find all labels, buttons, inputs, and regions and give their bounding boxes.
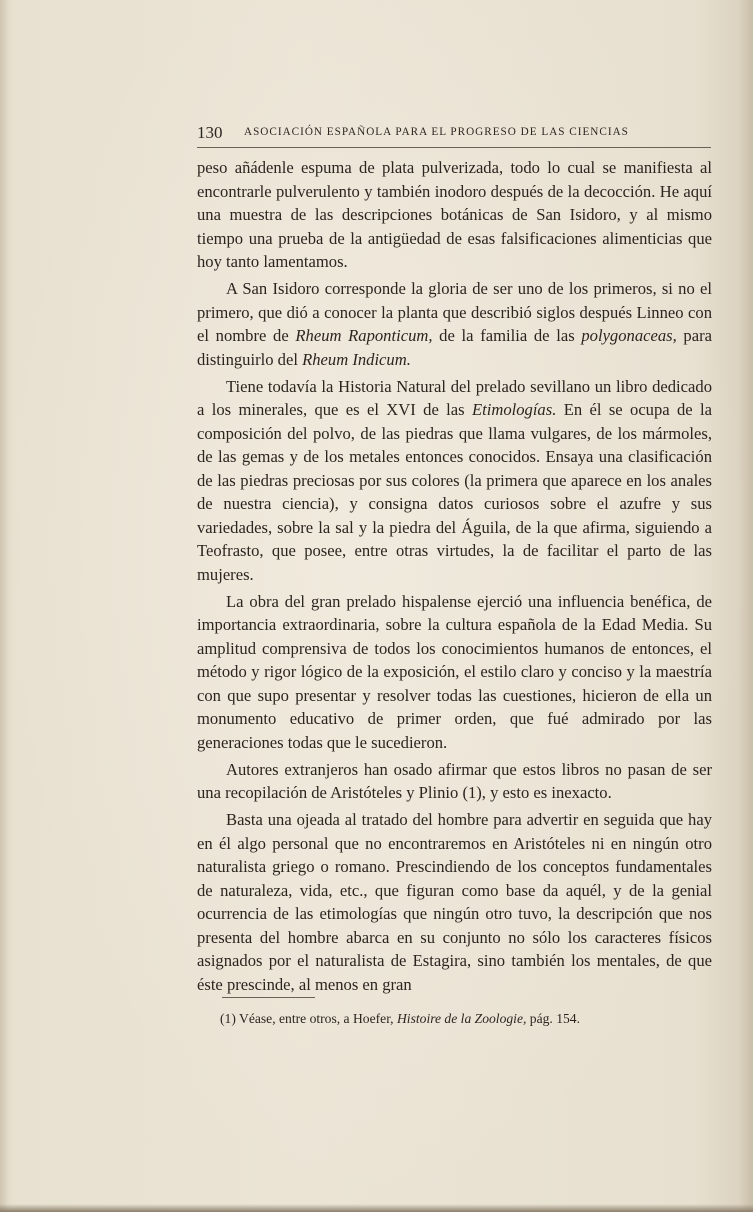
running-head: ASOCIACIÓN ESPAÑOLA PARA EL PROGRESO DE LAS CIENCIAS <box>244 126 629 138</box>
paragraph-3-text-1: Tiene todavía la Historia Natural del prelado sevillano un libro dedicado a los minerales, que es el XVI de las <box>197 376 712 419</box>
body-text <box>197 156 712 996</box>
paragraph-2-text-2: de la familia de las <box>432 326 582 345</box>
footnote-italic-title: Histoire de la Zoologie, <box>396 1011 527 1026</box>
footnote-rule <box>222 997 315 998</box>
paragraph-1-text: peso añádenle espuma de plata pulverizada, todo lo cual se manifiesta al encontrarle pulverulento y también inodoro después de la decocción. He aquí una muestra de las descripciones botánicas de San Isidoro, y al mismo tiempo una prueba de la antigüedad de esas falsificaciones alimenticias que hoy tanto lamentamos. <box>197 158 712 271</box>
paragraph-1 <box>197 156 712 274</box>
paragraph-4-text: La obra del gran prelado hispalense ejerció una influencia benéfica, de importancia extraordinaria, sobre la cultura española de la Edad Media. Su amplitud comprensiva de todos los conocimientos humanos de entonces, el método y rigor lógico de la exposición, el estilo claro y conciso y la maestría con que supo presentar y resolver todas las cuestiones, hicieron de ella un monumento educativo de primer orden, que fué admirado por las generaciones todas que le sucedieron. <box>197 591 712 752</box>
footnote-text-1: (1) Véase, entre otros, a Hoefer, <box>220 1011 397 1026</box>
paragraph-2-italic-1: Rheum Raponticum, <box>295 326 433 345</box>
paragraph-3-text-2: En él se ocupa de la composición del polvo, de las piedras que llama vulgares, de los mármoles, de las gemas y de los metales entonces conocidos. Ensaya una clasificación de las piedras preciosas por sus colores (la primera que aparece en los anales de nuestra ciencia), y consigna datos curiosos sobre el azufre y sus variedades, sobre la sal y la piedra del Águila, de la que afirma, siguiendo a Teofrasto, que posee, entre otras virtudes, la de facilitar el parto de las mujeres. <box>197 400 712 584</box>
paragraph-2-italic-2: polygonaceas, <box>581 326 677 345</box>
paragraph-5 <box>197 758 712 805</box>
paragraph-2-text-1: A San Isidoro corresponde la gloria de ser uno de los primeros, si no el primero, que dió a conocer la planta que describió siglos después Linneo con el nombre de <box>197 279 712 345</box>
page-right-shadow <box>739 0 753 1212</box>
page-number: 130 <box>197 123 223 142</box>
paragraph-3-italic-1: Etimologías. <box>471 400 557 419</box>
paragraph-3 <box>197 375 712 587</box>
page-left-shadow <box>0 0 8 1212</box>
header-rule <box>197 147 711 148</box>
page-header <box>197 123 712 145</box>
paragraph-6-text: Basta una ojeada al tratado del hombre para advertir en seguida que hay en él algo personal que no encontraremos en Aristóteles ni en ningún otro naturalista griego o romano. Prescindiendo de los conceptos fundamentales de naturaleza, vida, etc., que figuran como base da aquél, y de la genial ocurrencia de las etimologías que ningún otro tuvo, la descripción que nos presenta del hombre abarca en su conjunto no sólo los caracteres físicos asignados por el naturalista de Estagira, sino también los mentales, de que éste prescinde, al menos en gran <box>197 810 712 994</box>
footnote-text-2: pág. 154. <box>526 1011 580 1026</box>
paragraph-5-text: Autores extranjeros han osado afirmar que estos libros no pasan de ser una recopilación de Aristóteles y Plinio (1), y esto es inexacto. <box>197 759 712 802</box>
paragraph-2-text-3: para distinguirlo del <box>197 326 712 369</box>
paragraph-4 <box>197 590 712 755</box>
paragraph-2-italic-3: Rheum Indicum. <box>302 349 411 369</box>
paragraph-6 <box>197 808 712 996</box>
page-bottom-edge <box>0 1204 753 1212</box>
paragraph-2 <box>197 277 712 371</box>
footnote <box>220 1010 712 1028</box>
